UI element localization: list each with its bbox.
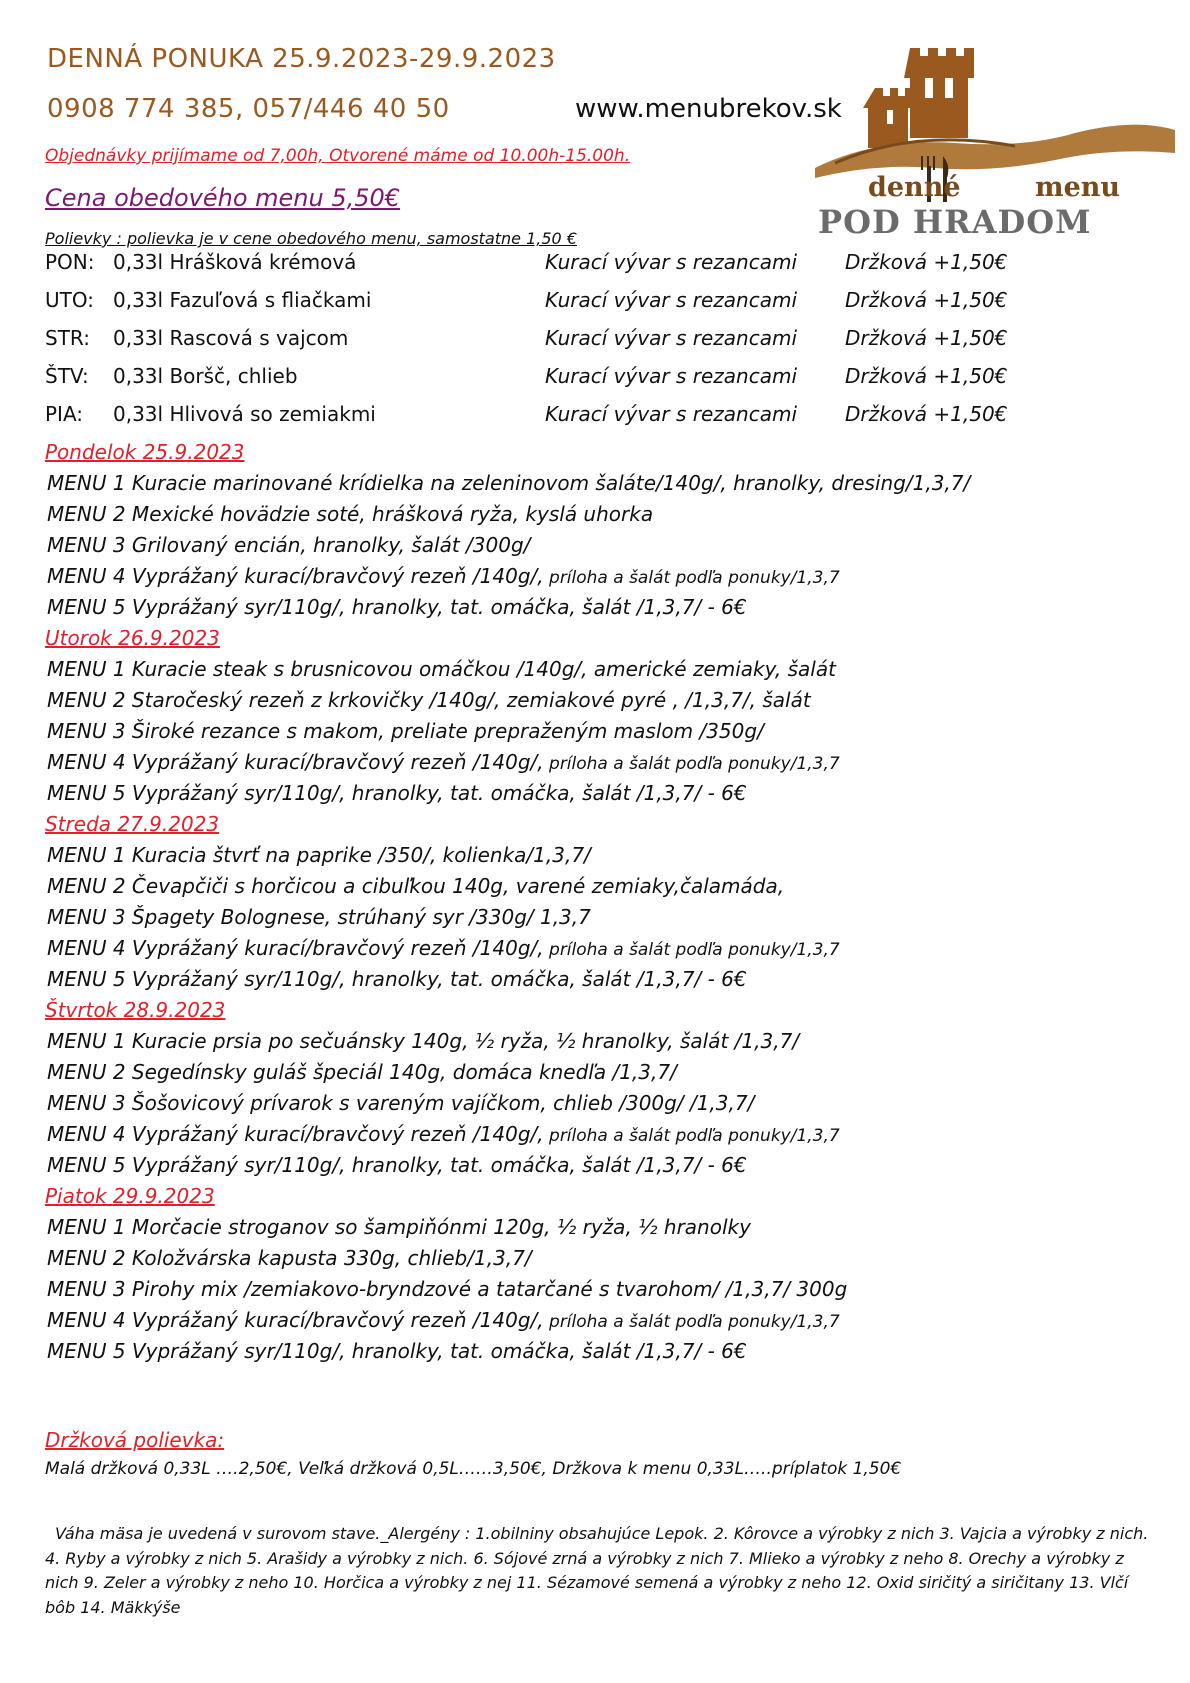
menu-item-extra: príloha a šalát podľa ponuky/1,3,7 — [543, 940, 840, 960]
soup-broth: Kurací vývar s rezancami — [545, 288, 798, 312]
soup-row — [45, 364, 1145, 390]
menu-item — [47, 1122, 840, 1146]
day-heading: Utorok 26.9.2023 — [45, 626, 220, 650]
phone-numbers: 0908 774 385, 057/446 40 50 — [47, 94, 450, 124]
soup-row — [45, 288, 1145, 314]
menu-item-text: MENU 5 Vyprážaný syr/110g/, hranolky, tat. omáčka, šalát /1,3,7/ - 6€ — [47, 1339, 747, 1363]
menu-item — [47, 1215, 751, 1239]
soup-main: 0,33l Rascová s vajcom — [113, 326, 349, 350]
menu-item-text: MENU 1 Kuracie steak s brusnicovou omáčkou /140g/, americké zemiaky, šalát — [47, 657, 836, 681]
menu-item-text: MENU 2 Mexické hovädzie soté, hrášková ryža, kyslá uhorka — [47, 502, 654, 526]
menu-item — [47, 967, 747, 991]
menu-item — [47, 719, 764, 743]
soup-main: 0,33l Boršč, chlieb — [113, 364, 298, 388]
menu-item-text: MENU 5 Vyprážaný syr/110g/, hranolky, tat. omáčka, šalát /1,3,7/ - 6€ — [47, 781, 747, 805]
website-link[interactable]: www.menubrekov.sk — [575, 94, 842, 124]
soup-day: UTO: — [45, 288, 94, 312]
menu-item-text: MENU 1 Kuracia štvrť na paprike /350/, kolienka/1,3,7/ — [47, 843, 591, 867]
menu-item-text: MENU 4 Vyprážaný kurací/bravčový rezeň /140g/, — [47, 564, 544, 588]
allergen-info: Váha mäsa je uvedená v surovom stave._Alergény : 1.obilniny obsahujúce Lepok. 2. Kôrovce a výrobky z nich 3. Vajcia a výrobky z nich. 4. Ryby a výrobky z nich 5. Arašidy a výrobky z nich. 6. Sójové zrná a výrobky z nich 7. Mlieko a výrobky z neho 8. Orechy a výrobky z nich 9. Zeler a výrobky z neho 10. Horčica a výrobky z nej 11. Sézamové semená a výrobky z neho 12. Oxid siričitý a siričitany 13. Vlčí bôb 14. Mäkkýše — [45, 1524, 1149, 1617]
menu-item-text: MENU 3 Grilovaný encián, hranolky, šalát /300g/ — [47, 533, 531, 557]
tripe-soup-prices: Malá držková 0,33L ….2,50€, Veľká držková 0,5L……3,50€, Držkova k menu 0,33L…..príplatok 1,50€ — [45, 1459, 902, 1479]
menu-item-text: MENU 2 Staročeský rezeň z krkovičky /140g/, zemiakové pyré , /1,3,7/, šalát — [47, 688, 811, 712]
soup-main: 0,33l Hlivová so zemiakmi — [113, 402, 376, 426]
menu-item — [47, 843, 591, 867]
soup-day: ŠTV: — [45, 364, 89, 388]
menu-item-text: MENU 5 Vyprážaný syr/110g/, hranolky, tat. omáčka, šalát /1,3,7/ - 6€ — [47, 1153, 747, 1177]
menu-item — [47, 1246, 532, 1270]
menu-item-text: MENU 2 Koložvárska kapusta 330g, chlieb/1,3,7/ — [47, 1246, 532, 1270]
opening-hours-note: Objednávky prijímame od 7,00h, Otvorené máme od 10.00h-15.00h. — [45, 146, 631, 166]
menu-item — [47, 1308, 840, 1332]
soup-tripe: Držková +1,50€ — [845, 326, 1008, 350]
menu-item — [47, 564, 840, 588]
menu-item-text: MENU 2 Segedínsky guláš špeciál 140g, domáca knedľa /1,3,7/ — [47, 1060, 677, 1084]
soup-tripe: Držková +1,50€ — [845, 364, 1008, 388]
soup-row — [45, 402, 1145, 428]
menu-item — [47, 905, 591, 929]
soup-broth: Kurací vývar s rezancami — [545, 250, 798, 274]
menu-item-text: MENU 4 Vyprážaný kurací/bravčový rezeň /140g/, — [47, 1122, 544, 1146]
menu-item — [47, 936, 840, 960]
menu-item — [47, 874, 784, 898]
soup-row — [45, 326, 1145, 352]
logo-text-denne: denné — [868, 172, 961, 203]
menu-price: Cena obedového menu 5,50€ — [45, 184, 401, 212]
day-heading: Piatok 29.9.2023 — [45, 1184, 215, 1208]
soup-tripe: Držková +1,50€ — [845, 402, 1008, 426]
soup-tripe: Držková +1,50€ — [845, 288, 1008, 312]
menu-item-text: MENU 3 Pirohy mix /zemiakovo-bryndzové a tatarčané s tvarohom/ /1,3,7/ 300g — [47, 1277, 848, 1301]
tripe-soup-heading: Držková polievka: — [45, 1428, 225, 1452]
soup-day: PON: — [45, 250, 95, 274]
menu-item — [47, 1339, 747, 1363]
menu-item-text: MENU 3 Široké rezance s makom, preliate prepraženým maslom /350g/ — [47, 719, 764, 743]
menu-item — [47, 657, 836, 681]
menu-item-extra: príloha a šalát podľa ponuky/1,3,7 — [543, 1126, 840, 1146]
logo-text-pod-hradom: POD HRADOM — [818, 203, 1092, 241]
menu-item — [47, 1277, 847, 1301]
menu-item-text: MENU 4 Vyprážaný kurací/bravčový rezeň /140g/, — [47, 936, 544, 960]
soup-main: 0,33l Hrášková krémová — [113, 250, 357, 274]
menu-item-text: MENU 4 Vyprážaný kurací/bravčový rezeň /140g/, — [47, 750, 544, 774]
menu-item — [47, 1091, 754, 1115]
menu-item-extra: príloha a šalát podľa ponuky/1,3,7 — [543, 754, 840, 774]
soup-broth: Kurací vývar s rezancami — [545, 402, 798, 426]
menu-item — [47, 471, 970, 495]
menu-item — [47, 533, 530, 557]
soup-main: 0,33l Fazuľová s fliačkami — [113, 288, 372, 312]
soup-day: PIA: — [45, 402, 84, 426]
soup-broth: Kurací vývar s rezancami — [545, 326, 798, 350]
menu-item-text: MENU 4 Vyprážaný kurací/bravčový rezeň /140g/, — [47, 1308, 544, 1332]
page-title: DENNÁ PONUKA 25.9.2023-29.9.2023 — [47, 44, 556, 74]
logo-text-menu: menu — [1035, 172, 1121, 203]
menu-item-extra: príloha a šalát podľa ponuky/1,3,7 — [543, 568, 840, 588]
menu-item-text: MENU 3 Špagety Bolognese, strúhaný syr /330g/ 1,3,7 — [47, 905, 591, 929]
menu-item-text: MENU 1 Morčacie stroganov so šampiňónmi 120g, ½ ryža, ½ hranolky — [47, 1215, 751, 1239]
day-heading: Pondelok 25.9.2023 — [45, 440, 245, 464]
soup-price-note: Polievky : polievka je v cene obedového menu, samostatne 1,50 € — [45, 229, 577, 248]
menu-item-text: MENU 2 Čevapčiči s horčicou a cibuľkou 140g, varené zemiaky,čalamáda, — [47, 874, 785, 898]
menu-item — [47, 1153, 747, 1177]
menu-item — [47, 502, 653, 526]
menu-item-text: MENU 5 Vyprážaný syr/110g/, hranolky, tat. omáčka, šalát /1,3,7/ - 6€ — [47, 595, 747, 619]
soup-day: STR: — [45, 326, 90, 350]
soup-row — [45, 250, 1145, 276]
day-heading: Streda 27.9.2023 — [45, 812, 220, 836]
soup-broth: Kurací vývar s rezancami — [545, 364, 798, 388]
menu-item-text: MENU 1 Kuracie marinované krídielka na zeleninovom šaláte/140g/, hranolky, dresing/1,3,7/ — [47, 471, 971, 495]
menu-item — [47, 1029, 799, 1053]
menu-item — [47, 781, 747, 805]
menu-item — [47, 750, 840, 774]
menu-item-extra: príloha a šalát podľa ponuky/1,3,7 — [543, 1312, 840, 1332]
menu-item — [47, 688, 811, 712]
menu-item-text: MENU 3 Šošovicový prívarok s vareným vajíčkom, chlieb /300g/ /1,3,7/ — [47, 1091, 755, 1115]
soup-tripe: Držková +1,50€ — [845, 250, 1008, 274]
menu-item-text: MENU 5 Vyprážaný syr/110g/, hranolky, tat. omáčka, šalát /1,3,7/ - 6€ — [47, 967, 747, 991]
menu-item — [47, 1060, 677, 1084]
menu-item-text: MENU 1 Kuracie prsia po sečuánsky 140g, ½ ryža, ½ hranolky, šalát /1,3,7/ — [47, 1029, 800, 1053]
menu-item — [47, 595, 747, 619]
day-heading: Štvrtok 28.9.2023 — [45, 998, 226, 1022]
